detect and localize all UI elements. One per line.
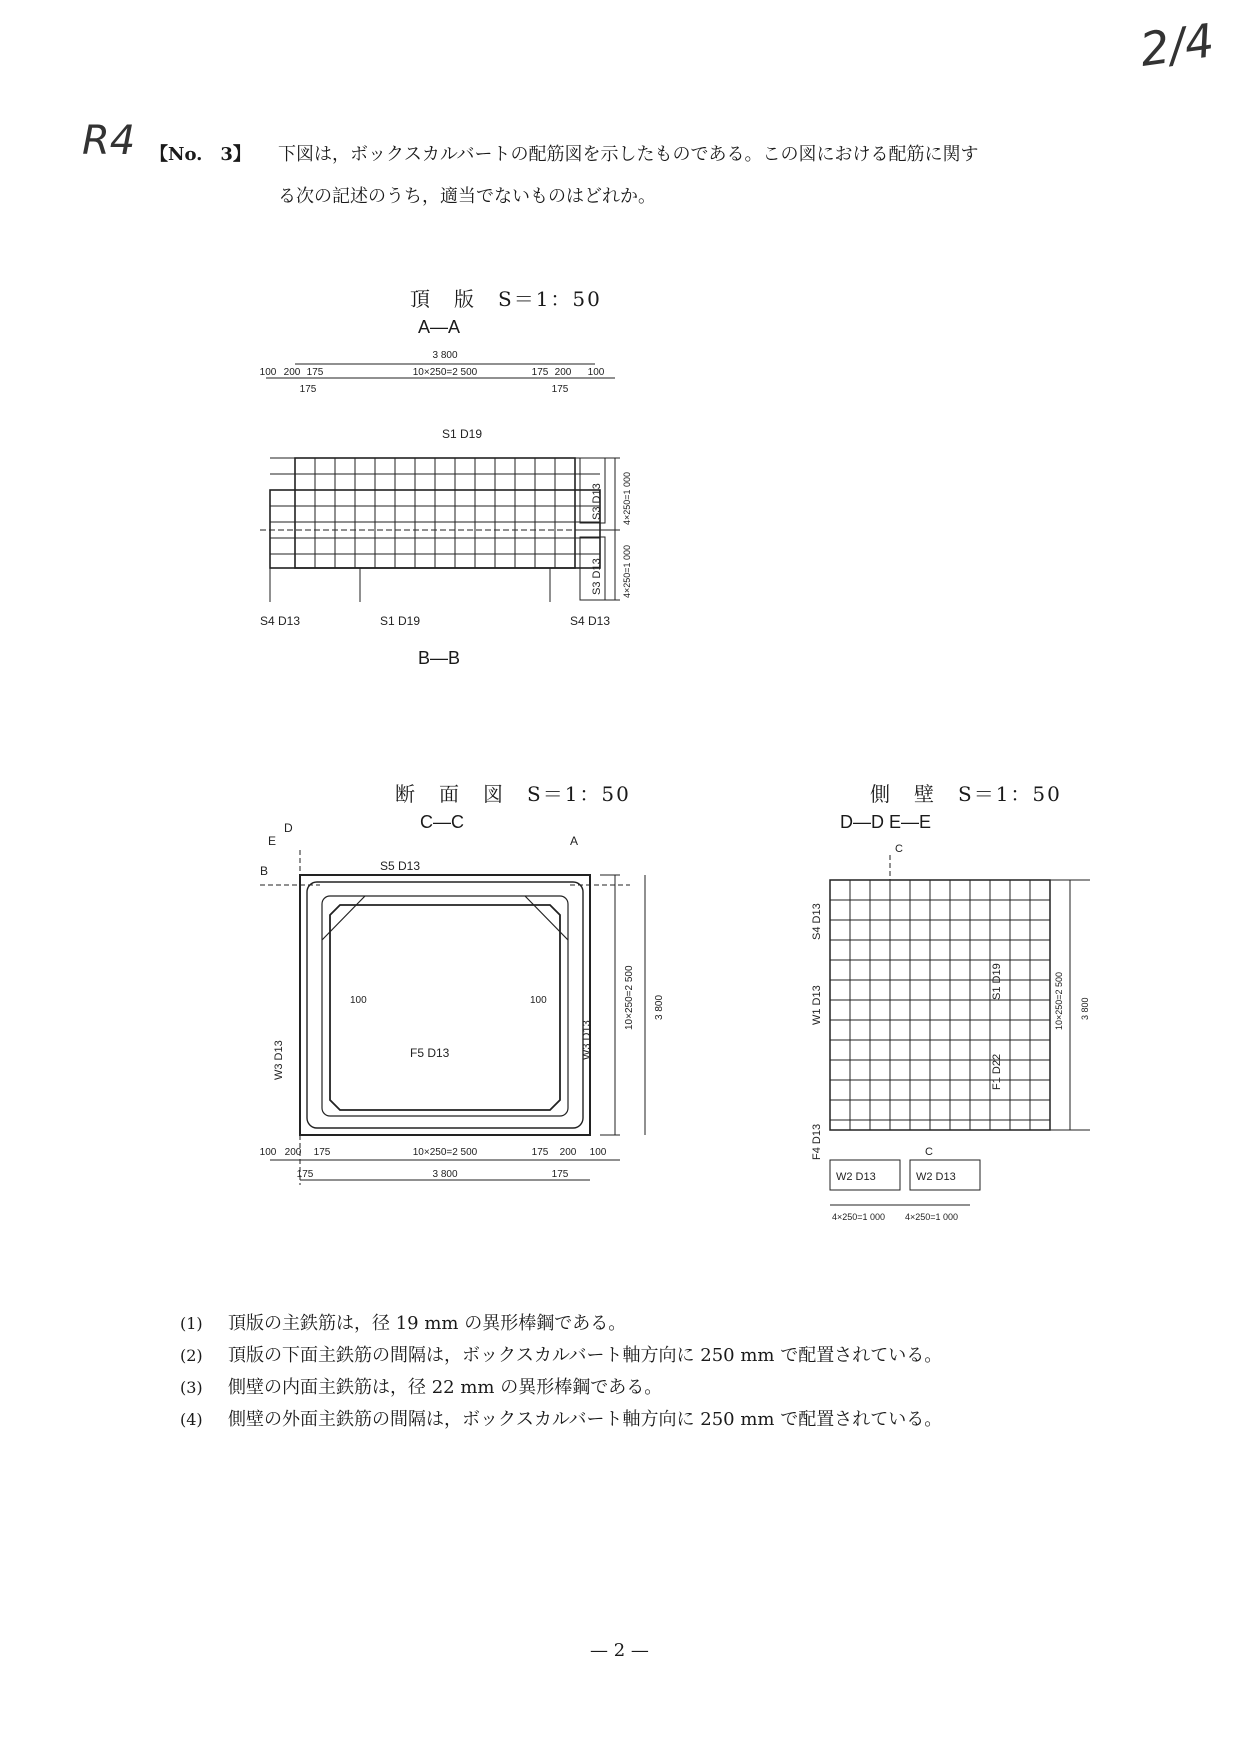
left-dim-bottom-2: 200 (284, 1147, 302, 1158)
question-text-line2: る次の記述のうち，適当でないものはどれか。 (278, 186, 656, 207)
marker-e-top: E (268, 834, 277, 848)
label-w1: W1 D13 (811, 985, 823, 1025)
side-wall-title: 側 壁 S＝1：50 (870, 782, 1062, 806)
cross-section-title: 断 面 図 S＝1：50 (395, 782, 631, 806)
label-s4-right: S4 D13 (570, 614, 611, 628)
marker-a: A (570, 834, 579, 848)
label-w3-left: W3 D13 (273, 1040, 285, 1080)
label-s1-top: S1 D19 (442, 427, 483, 441)
options-list (180, 1308, 942, 1436)
wall-dim-right-mid: 10×250=2 500 (1054, 971, 1064, 1030)
side-wall-section: D—D E—E (840, 812, 932, 832)
top-dim-7: 100 (587, 367, 605, 378)
handwritten-page-mark: 2/4 (1136, 13, 1218, 77)
top-dim-4: 10×250=2 500 (412, 367, 478, 378)
marker-d-top: D (284, 821, 293, 835)
left-dim-175-left: 175 (296, 1169, 314, 1180)
question-number: 【No. 3】 (150, 144, 251, 165)
top-slab-title: 頂 版 S＝1：50 (410, 287, 602, 311)
label-s4-left: S4 D13 (260, 614, 301, 628)
top-dim-6: 200 (554, 367, 572, 378)
label-s4-wall: S4 D13 (811, 903, 823, 940)
label-w2-a: W2 D13 (836, 1171, 876, 1183)
marker-c-top: C (895, 843, 903, 855)
top-dim-1: 100 (259, 367, 277, 378)
marker-b: B (260, 864, 269, 878)
side-wall-drawing (800, 830, 1100, 1240)
left-dim-bottom-7: 100 (589, 1147, 607, 1158)
top-dim-right-b: 4×250=1 000 (622, 544, 632, 598)
top-slab-drawing (260, 340, 700, 640)
top-slab-section-b: B—B (418, 648, 461, 668)
marker-c-bottom: C (925, 1146, 933, 1158)
top-dim-2: 200 (283, 367, 301, 378)
option-2: (2) 頂版の下面主鉄筋の間隔は，ボックスカルバート軸方向に 250 mm で配置されている。 (180, 1345, 943, 1366)
top-dim-total: 3 800 (432, 350, 458, 361)
cross-section-section: C—C (420, 812, 464, 832)
dim-100-right: 100 (530, 995, 547, 1006)
left-dim-bottom-5: 175 (531, 1147, 549, 1158)
left-dim-right-mid: 10×250=2 500 (624, 965, 635, 1030)
label-w3-right: W3 D13 (581, 1020, 593, 1060)
label-f5: F5 D13 (410, 1046, 450, 1060)
option-3: (3) 側壁の内面主鉄筋は，径 22 mm の異形棒鋼である。 (180, 1377, 663, 1398)
left-dim-bottom-6: 200 (559, 1147, 577, 1158)
left-dim-bottom-3: 175 (313, 1147, 331, 1158)
left-dim-right-total: 3 800 (654, 994, 665, 1020)
top-dim-3: 175 (306, 367, 324, 378)
page-number: — 2 — (590, 1640, 649, 1661)
left-dim-total: 3 800 (432, 1169, 458, 1180)
top-dim-right-a: 4×250=1 000 (622, 471, 632, 525)
top-dim-175-left: 175 (299, 384, 317, 395)
label-s1-wall: S1 D19 (991, 963, 1003, 1000)
wall-dim-right-total: 3 800 (1080, 997, 1090, 1020)
option-1: (1) 頂版の主鉄筋は，径 19 mm の異形棒鋼である。 (180, 1313, 627, 1334)
dim-100-left: 100 (350, 995, 367, 1006)
wall-dim-bottom-b: 4×250=1 000 (905, 1212, 959, 1222)
question-text-line1: 下図は，ボックスカルバートの配筋図を示したものである。この図における配筋に関す (278, 144, 979, 165)
top-dim-5: 175 (531, 367, 549, 378)
left-dim-bottom-1: 100 (259, 1147, 277, 1158)
top-slab-section-a: A—A (418, 317, 461, 337)
label-s1-bottom: S1 D19 (380, 614, 421, 628)
label-f4: F4 D13 (811, 1123, 823, 1160)
top-dim-175-right: 175 (551, 384, 569, 395)
label-w2-b: W2 D13 (916, 1171, 956, 1183)
label-s5: S5 D13 (380, 859, 421, 873)
left-dim-bottom-4: 10×250=2 500 (412, 1147, 478, 1158)
handwritten-year-mark: R4 (82, 118, 136, 164)
label-s3-b: S3 D13 (591, 558, 603, 595)
label-s3-a: S3 D13 (591, 483, 603, 520)
wall-dim-bottom-a: 4×250=1 000 (832, 1212, 886, 1222)
label-f1: F1 D22 (991, 1053, 1003, 1090)
option-4: (4) 側壁の外面主鉄筋の間隔は，ボックスカルバート軸方向に 250 mm で配置されている。 (180, 1409, 943, 1430)
left-dim-175-right: 175 (551, 1169, 569, 1180)
